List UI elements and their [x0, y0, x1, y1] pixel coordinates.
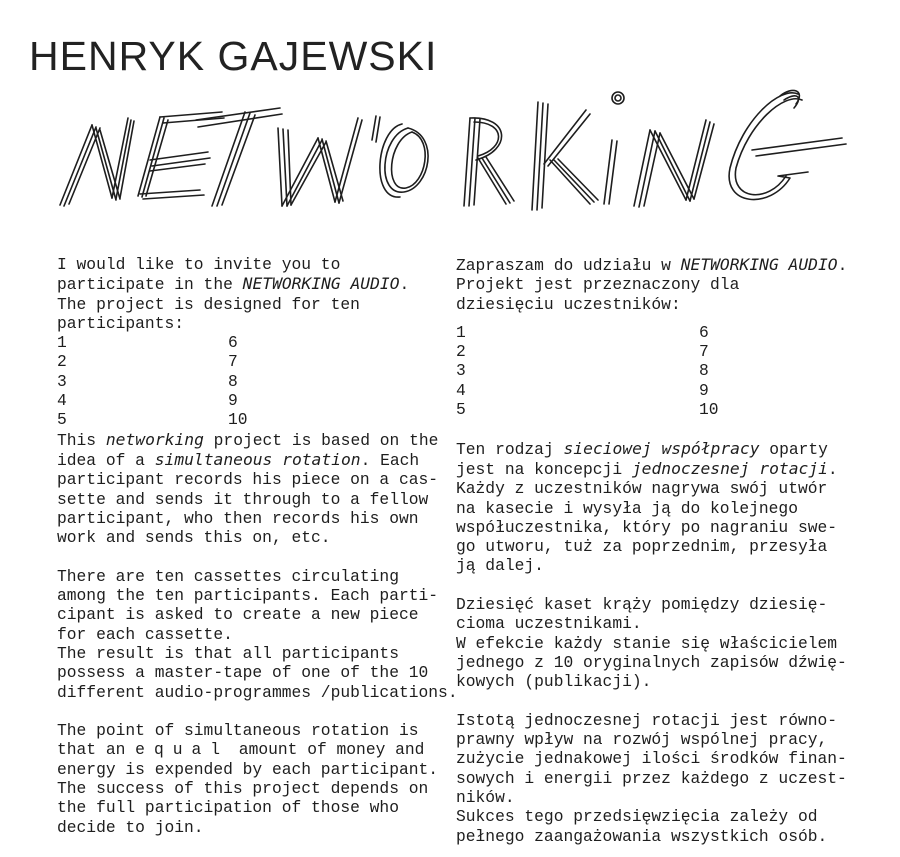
paragraph-line: cioma uczestnikami.	[456, 614, 642, 634]
project-name: NETWORKING AUDIO	[242, 274, 400, 294]
intro-line: dziesięciu uczestników:	[456, 294, 681, 314]
participant-numbers: 1 6 2 7 3 8 4 9 5 10	[57, 333, 248, 430]
paragraph-line: The point of simultaneous rotation is	[57, 721, 419, 741]
paragraph-line: among the ten participants. Each parti-	[57, 586, 439, 606]
paragraph-line: that an equal amount of money and	[57, 740, 425, 760]
paragraph-line: jest na koncepcji jednoczesnej rotacji.	[456, 458, 838, 479]
paragraph-line: ników.	[456, 788, 515, 808]
intro-line: I would like to invite you to	[57, 255, 341, 274]
paragraph-line: współuczestnika, który po nagraniu swe-	[456, 517, 838, 537]
paragraph-line: jednego z 10 oryginalnych zapisów dźwię-	[456, 652, 847, 672]
paragraph-line: Dziesięć kaset krąży pomiędzy dziesię-	[456, 595, 828, 615]
intro-line: participate in the NETWORKING AUDIO.	[57, 274, 410, 295]
spaced-word: equal	[135, 740, 230, 760]
paragraph-line: idea of a simultaneous rotation. Each	[57, 449, 420, 470]
paragraph-line: Istotą jednoczesnej rotacji jest równo-	[456, 710, 838, 730]
polish-column	[456, 255, 876, 846]
paragraph-line: for each cassette.	[57, 624, 233, 644]
project-name: NETWORKING AUDIO	[680, 255, 838, 274]
paragraph-line: This networking project is based on the	[57, 429, 439, 450]
paragraph-line: sette and sends it through to a fellow	[57, 489, 429, 509]
paragraph-line: pełnego zaangażowania wszystkich osób.	[456, 826, 828, 846]
paragraph-line: participant records his piece on a cas-	[57, 470, 439, 490]
paragraph-line: work and sends this on, etc.	[57, 528, 331, 548]
paragraph-line: different audio-programmes /publications.	[57, 682, 458, 702]
paragraph-line: go utworu, tuż za poprzednim, przesyła	[456, 537, 828, 557]
paragraph-line: the full participation of those who	[57, 798, 399, 818]
paragraph-line: Każdy z uczestników nagrywa swój utwór	[456, 479, 828, 499]
intro-line: Projekt jest przeznaczony dla	[456, 275, 740, 295]
paragraph-line: W efekcie każdy stanie się właścicielem	[456, 633, 838, 653]
paragraph-line: decide to join.	[57, 817, 204, 837]
paragraph-line: energy is expended by each participant.	[57, 759, 439, 779]
paragraph-line: Ten rodzaj sieciowej współpracy oparty	[456, 438, 828, 459]
paragraph-line: ją dalej.	[456, 556, 544, 576]
english-column	[57, 255, 458, 837]
paragraph-line: There are ten cassettes circulating	[57, 566, 399, 586]
paragraph-line: The result is that all participants	[57, 643, 399, 663]
paragraph-line: possess a master-tape of one of the 10	[57, 663, 429, 683]
intro-line: participants:	[57, 313, 185, 333]
paragraph-line: prawny wpływ na rozwój wspólnej pracy,	[456, 730, 828, 750]
paragraph-line: sowych i energii przez każdego z uczest-	[456, 768, 847, 788]
intro-line: Zapraszam do udziału w NETWORKING AUDIO.	[456, 255, 848, 275]
paragraph-line: Sukces tego przedsięwzięcia zależy od	[456, 807, 818, 827]
author-name: HENRYK GAJEWSKI	[29, 33, 438, 79]
paragraph-line: zużycie jednakowej ilości środków finan-	[456, 749, 847, 769]
paragraph-line: kowych (publikacji).	[456, 672, 652, 692]
paragraph-line: na kasecie i wysyła ją do kolejnego	[456, 498, 798, 518]
intro-line: The project is designed for ten	[57, 294, 360, 314]
paragraph-line: participant, who then records his own	[57, 508, 419, 528]
paragraph-line: cipant is asked to create a new piece	[57, 605, 419, 625]
participant-numbers: 1 6 2 7 3 8 4 9 5 10	[456, 322, 719, 420]
networking-logo	[0, 0, 900, 240]
paragraph-line: The success of this project depends on	[57, 779, 429, 799]
